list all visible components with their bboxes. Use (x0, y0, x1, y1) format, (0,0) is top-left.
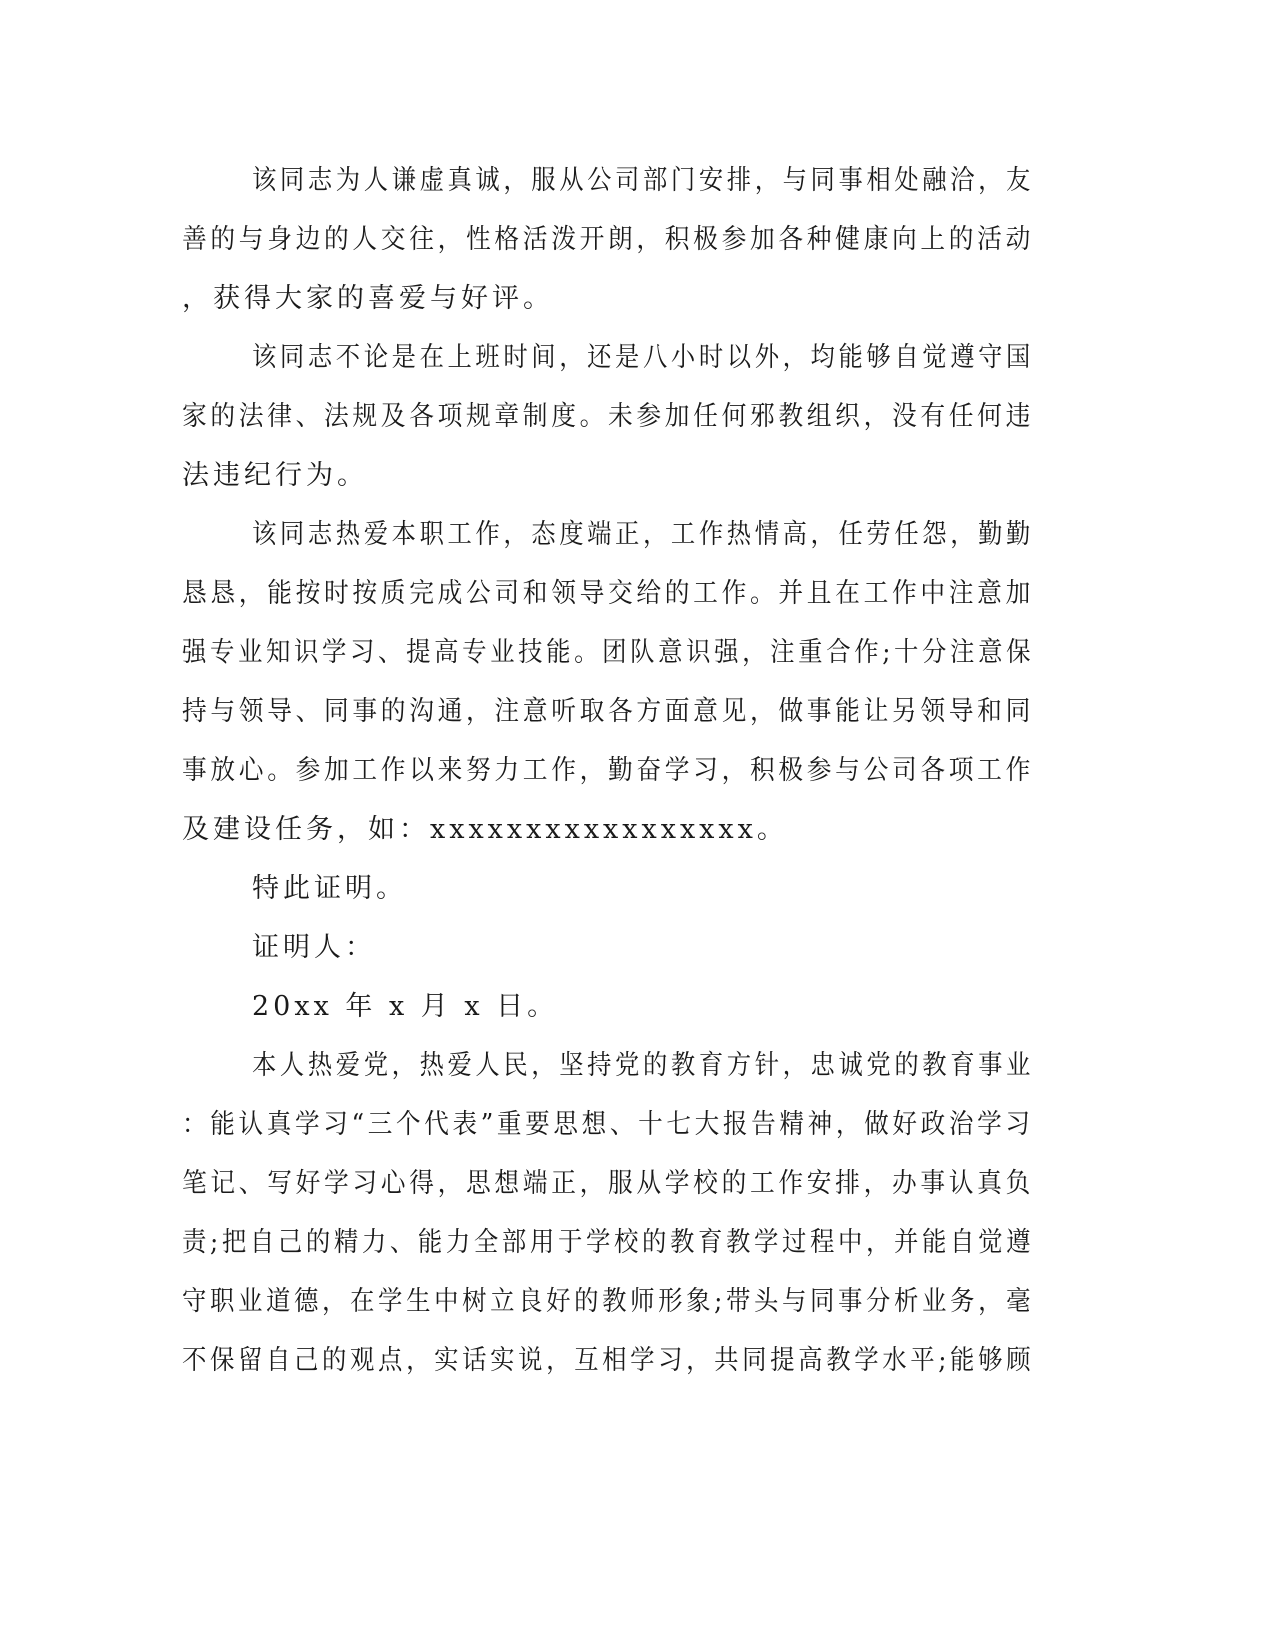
paragraph-line: 该同志为人谦虚真诚，服从公司部门安排，与同事相处融洽，友 (252, 165, 1034, 196)
certifier-line: 证明人： (252, 932, 376, 963)
paragraph-line: 笔记、写好学习心得，思想端正，服从学校的工作安排，办事认真负 (182, 1168, 1034, 1199)
paragraph-line: 事放心。参加工作以来努力工作，勤奋学习，积极参与公司各项工作 (182, 755, 1034, 786)
paragraph-line: 恳恳，能按时按质完成公司和领导交给的工作。并且在工作中注意加 (182, 578, 1034, 609)
paragraph-line: ：能认真学习“三个代表”重要思想、十七大报告精神，做好政治学习 (182, 1109, 1034, 1140)
paragraph-line: 及建设任务，如：xxxxxxxxxxxxxxxxx。 (182, 814, 788, 845)
paragraph-line: 不保留自己的观点，实话实说，互相学习，共同提高教学水平;能够顾 (182, 1345, 1035, 1376)
closing-line: 特此证明。 (252, 873, 407, 904)
paragraph-line: 守职业道德，在学生中树立良好的教师形象;带头与同事分析业务，毫 (182, 1286, 1035, 1317)
paragraph-line: ，获得大家的喜爱与好评。 (182, 283, 554, 314)
paragraph-line: 法违纪行为。 (182, 460, 368, 491)
paragraph-line: 家的法律、法规及各项规章制度。未参加任何邪教组织，没有任何违 (182, 401, 1034, 432)
date-line: 20xx 年 x 月 x 日。 (252, 991, 559, 1022)
paragraph-line: 该同志不论是在上班时间，还是八小时以外，均能够自觉遵守国 (252, 342, 1034, 373)
paragraph-line: 该同志热爱本职工作，态度端正，工作热情高，任劳任怨，勤勤 (252, 519, 1034, 550)
paragraph-line: 强专业知识学习、提高专业技能。团队意识强，注重合作;十分注意保 (182, 637, 1035, 668)
paragraph-line: 持与领导、同事的沟通，注意听取各方面意见，做事能让另领导和同 (182, 696, 1034, 727)
paragraph-line: 责;把自己的精力、能力全部用于学校的教育教学过程中，并能自觉遵 (182, 1227, 1035, 1258)
paragraph-line: 本人热爱党，热爱人民，坚持党的教育方针，忠诚党的教育事业 (252, 1050, 1034, 1081)
paragraph-line: 善的与身边的人交往，性格活泼开朗，积极参加各种健康向上的活动 (182, 224, 1034, 255)
